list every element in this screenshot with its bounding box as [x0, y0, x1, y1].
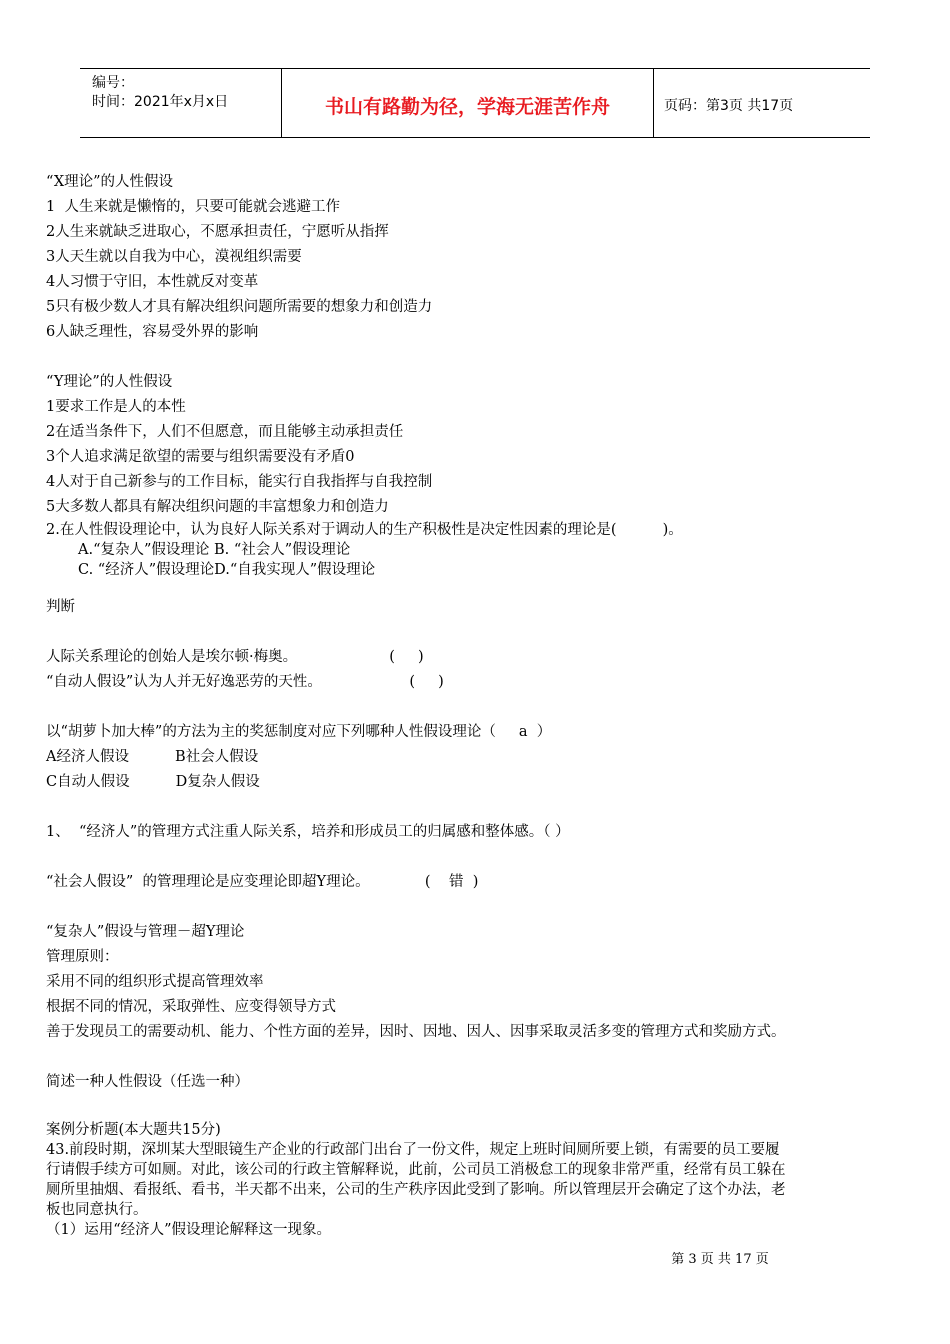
principle-item: 根据不同的情况，采取弹性、应变得领导方式 [46, 999, 336, 1015]
header-page-label: 页码：第3页 共17页 [664, 98, 794, 114]
social-man-question: “社会人假设” 的管理理论是应变理论即超Y理论。 ( 错 ) [46, 874, 479, 890]
y-theory-item: 1要求工作是人的本性 [46, 399, 186, 415]
carrot-question: 以“胡萝卜加大棒”的方法为主的奖惩制度对应下列哪种人性假设理论（ a ） [46, 724, 552, 740]
judge-item: 人际关系理论的创始人是埃尔顿·梅奥。 ( ) [46, 649, 424, 665]
case-text-line: 板也同意执行。 [46, 1202, 148, 1218]
complex-man-title: “复杂人”假设与管理－超Y理论 [46, 924, 245, 940]
number-label: 编号： [92, 75, 134, 91]
page-header [80, 68, 870, 138]
principle-item: 善于发现员工的需要动机、能力、个性方面的差异，因时、因地、因人、因事采取灵活多变的管理方式和奖励方式。 [46, 1024, 786, 1040]
case-title: 案例分析题(本大题共15分) [46, 1122, 221, 1138]
x-theory-item: 3人天生就以自我为中心，漠视组织需要 [46, 249, 302, 265]
x-theory-item: 5只有极少数人才具有解决组织问题所需要的想象力和创造力 [46, 299, 433, 315]
brief-question: 简述一种人性假设（任选一种） [46, 1074, 249, 1090]
case-text-line: 厕所里抽烟、看报纸、看书，半天都不出来，公司的生产秩序因此受到了影响。所以管理层开会确定了这个办法，老 [46, 1182, 786, 1198]
carrot-options-row: C自动人假设 D复杂人假设 [46, 774, 260, 790]
footer-page-number: 第 3 页 共 17 页 [671, 1252, 769, 1267]
y-theory-item: 2在适当条件下，人们不但愿意，而且能够主动承担责任 [46, 424, 404, 440]
document-body [46, 170, 916, 1240]
page-footer [0, 1248, 950, 1267]
case-text-line: 行请假手续方可如厕。对此，该公司的行政主管解释说，此前，公司员工消极怠工的现象非常严重，经常有员工躲在 [46, 1162, 786, 1178]
judge-item: “自动人假设”认为人并无好逸恶劳的天性。 ( ) [46, 674, 444, 690]
q2-options-ab: A.“复杂人”假设理论 B. “社会人”假设理论 [78, 542, 351, 558]
y-theory-title: “Y理论”的人性假设 [46, 374, 173, 390]
header-meta [80, 69, 282, 137]
principle-label: 管理原则： [46, 949, 119, 965]
motto-text: 书山有路勤为径，学海无涯苦作舟 [324, 95, 610, 118]
x-theory-item: 1 人生来就是懒惰的，只要可能就会逃避工作 [46, 199, 340, 215]
time-label: 时间：2021年x月x日 [92, 94, 229, 110]
carrot-options-row: A经济人假设 B社会人假设 [46, 749, 259, 765]
y-theory-item: 4人对于自己新参与的工作目标，能实行自我指挥与自我控制 [46, 474, 433, 490]
q2-options-cd: C. “经济人”假设理论D.“自我实现人”假设理论 [78, 562, 376, 578]
x-theory-title: “X理论”的人性假设 [46, 174, 174, 190]
case-question: （1）运用“经济人”假设理论解释这一现象。 [46, 1222, 332, 1238]
case-text-line: 43.前段时期，深圳某大型眼镜生产企业的行政部门出台了一份文件，规定上班时间厕所要上锁，有需要的员工要履 [46, 1142, 780, 1158]
q2-stem: 2.在人性假设理论中，认为良好人际关系对于调动人的生产积极性是决定性因素的理论是( )。 [46, 522, 683, 538]
header-motto [282, 69, 654, 137]
principle-item: 采用不同的组织形式提高管理效率 [46, 974, 264, 990]
y-theory-item: 3个人追求满足欲望的需要与组织需要没有矛盾0 [46, 449, 355, 465]
judge-title: 判断 [46, 599, 75, 615]
x-theory-item: 4人习惯于守旧，本性就反对变革 [46, 274, 259, 290]
x-theory-item: 6人缺乏理性，容易受外界的影响 [46, 324, 259, 340]
economic-man-question: 1、 “经济人”的管理方式注重人际关系，培养和形成员工的归属感和整体感。（ ） [46, 824, 570, 840]
y-theory-item: 5大多数人都具有解决组织问题的丰富想象力和创造力 [46, 499, 389, 515]
x-theory-item: 2人生来就缺乏进取心，不愿承担责任，宁愿听从指挥 [46, 224, 389, 240]
